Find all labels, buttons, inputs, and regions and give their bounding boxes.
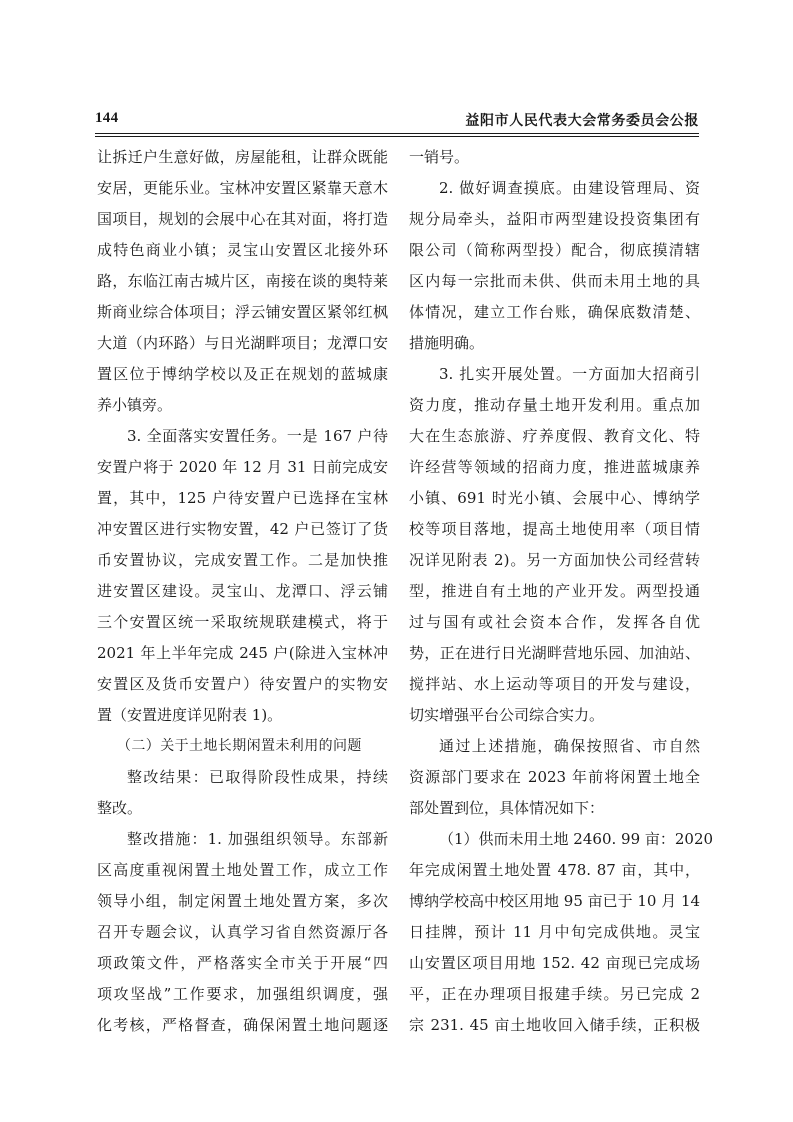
- text-line: 搅拌站、水上运动等项目的开发与建设，: [409, 675, 700, 693]
- text-line: 大在生态旅游、疗养度假、教育文化、特: [409, 427, 700, 445]
- page-header: [95, 110, 699, 132]
- paragraph-start: 2. 做好调查摸底。由建设管理局、资: [439, 179, 700, 197]
- text-line: 过与国有或社会资本合作，发挥各自优: [409, 613, 700, 631]
- text-line: 置（安置进度详见附表 1)。: [97, 706, 283, 724]
- text-line: 势，正在进行日光湖畔营地乐园、加油站、: [409, 644, 700, 662]
- text-line: 大道（内环路）与日光湖畔项目；龙潭口安: [97, 334, 388, 352]
- text-line: 进安置区建设。灵宝山、龙潭口、浮云铺: [97, 582, 388, 600]
- text-line: 博纳学校高中校区用地 95 亩已于 10 月 14: [409, 892, 701, 910]
- right-text-column: [409, 142, 714, 1041]
- text-line: 型，推进自有土地的产业开发。两型投通: [409, 582, 700, 600]
- text-line: 安居，更能乐业。宝林冲安置区紧靠天意木: [97, 179, 388, 197]
- section-heading: （二）关于土地长期闲置未利用的问题: [117, 738, 362, 754]
- text-line: 置，其中，125 户待安置户已选择在宝林: [97, 489, 388, 507]
- paragraph-start: 3. 全面落实安置任务。一是 167 户待: [127, 427, 388, 445]
- header-divider: [95, 133, 699, 137]
- text-line: 山安置区项目用地 152. 42 亩现已完成场: [409, 954, 700, 972]
- text-line: 资源部门要求在 2023 年前将闲置土地全: [409, 768, 700, 786]
- text-line: 项政策文件，严格落实全市关于开展“四: [97, 954, 388, 972]
- text-line: 国项目，规划的会展中心在其对面，将打造: [97, 210, 388, 228]
- text-line: 让拆迁户生意好做，房屋能租，让群众既能: [97, 148, 388, 166]
- paragraph-start: 整改措施：1. 加强组织领导。东部新: [127, 830, 388, 848]
- page-number: 144: [95, 110, 119, 126]
- text-line: 三个安置区统一采取统规联建模式，将于: [97, 613, 388, 631]
- text-line: 规分局牵头，益阳市两型建设投资集团有: [409, 210, 700, 228]
- text-line: 措施明确。: [409, 334, 485, 352]
- text-line: 项攻坚战”工作要求，加强组织调度，强: [97, 985, 388, 1003]
- text-line: 整改。: [97, 799, 143, 817]
- text-line: 日挂牌，预计 11 月中旬完成供地。灵宝: [409, 923, 700, 941]
- gazette-title: 益阳市人民代表大会常务委员会公报: [465, 113, 699, 129]
- text-line: 宗 231. 45 亩土地收回入储手续，正积极: [409, 1016, 700, 1034]
- text-line: 安置区及货币安置户）待安置户的实物安: [97, 675, 388, 693]
- text-line: 部处置到位，具体情况如下：: [409, 799, 605, 817]
- text-line: 一销号。: [409, 148, 470, 166]
- text-line: 资力度，推动存量土地开发利用。重点加: [409, 396, 700, 414]
- text-line: 化考核，严格督查，确保闲置土地问题逐: [97, 1016, 388, 1034]
- left-text-column: [97, 142, 388, 1041]
- text-line: 限公司（简称两型投）配合，彻底摸清辖: [409, 241, 700, 259]
- paragraph-start: （1）供而未用土地 2460. 99 亩：2020: [439, 830, 714, 848]
- text-line: 成特色商业小镇；灵宝山安置区北接外环: [97, 241, 388, 259]
- paragraph-start: 通过上述措施，确保按照省、市自然: [439, 737, 700, 755]
- text-line: 路，东临江南古城片区，南接在谈的奥特莱: [97, 272, 388, 290]
- text-line: 校等项目落地，提高土地使用率（项目情: [409, 520, 700, 538]
- text-line: 切实增强平台公司综合实力。: [409, 706, 605, 724]
- text-line: 冲安置区进行实物安置，42 户已签订了货: [97, 520, 388, 538]
- text-line: 许经营等领域的招商力度，推进蓝城康养: [409, 458, 700, 476]
- text-line: 领导小组，制定闲置土地处置方案，多次: [97, 892, 388, 910]
- paragraph-start: 3. 扎实开展处置。一方面加大招商引: [439, 365, 700, 383]
- paragraph-start: 整改结果：已取得阶段性成果，持续: [127, 768, 388, 786]
- text-line: 况详见附表 2)。另一方面加快公司经营转: [409, 551, 700, 569]
- text-line: 区内每一宗批而未供、供而未用土地的具: [409, 272, 700, 290]
- text-line: 养小镇旁。: [97, 396, 173, 414]
- text-line: 斯商业综合体项目；浮云铺安置区紧邻红枫: [97, 303, 388, 321]
- text-line: 安置户将于 2020 年 12 月 31 日前完成安: [97, 458, 388, 476]
- text-line: 2021 年上半年完成 245 户(除进入宝林冲: [97, 644, 388, 662]
- text-line: 平，正在办理项目报建手续。另已完成 2: [409, 985, 700, 1003]
- text-line: 召开专题会议，认真学习省自然资源厅各: [97, 923, 388, 941]
- text-line: 币安置协议，完成安置工作。二是加快推: [97, 551, 388, 569]
- text-line: 小镇、691 时光小镇、会展中心、博纳学: [409, 489, 700, 507]
- text-line: 体情况，建立工作台账，确保底数清楚、: [409, 303, 700, 321]
- text-line: 置区位于博纳学校以及正在规划的蓝城康: [97, 365, 388, 383]
- text-line: 区高度重视闲置土地处置工作，成立工作: [97, 861, 388, 879]
- text-line: 年完成闲置土地处置 478. 87 亩，其中，: [409, 861, 700, 879]
